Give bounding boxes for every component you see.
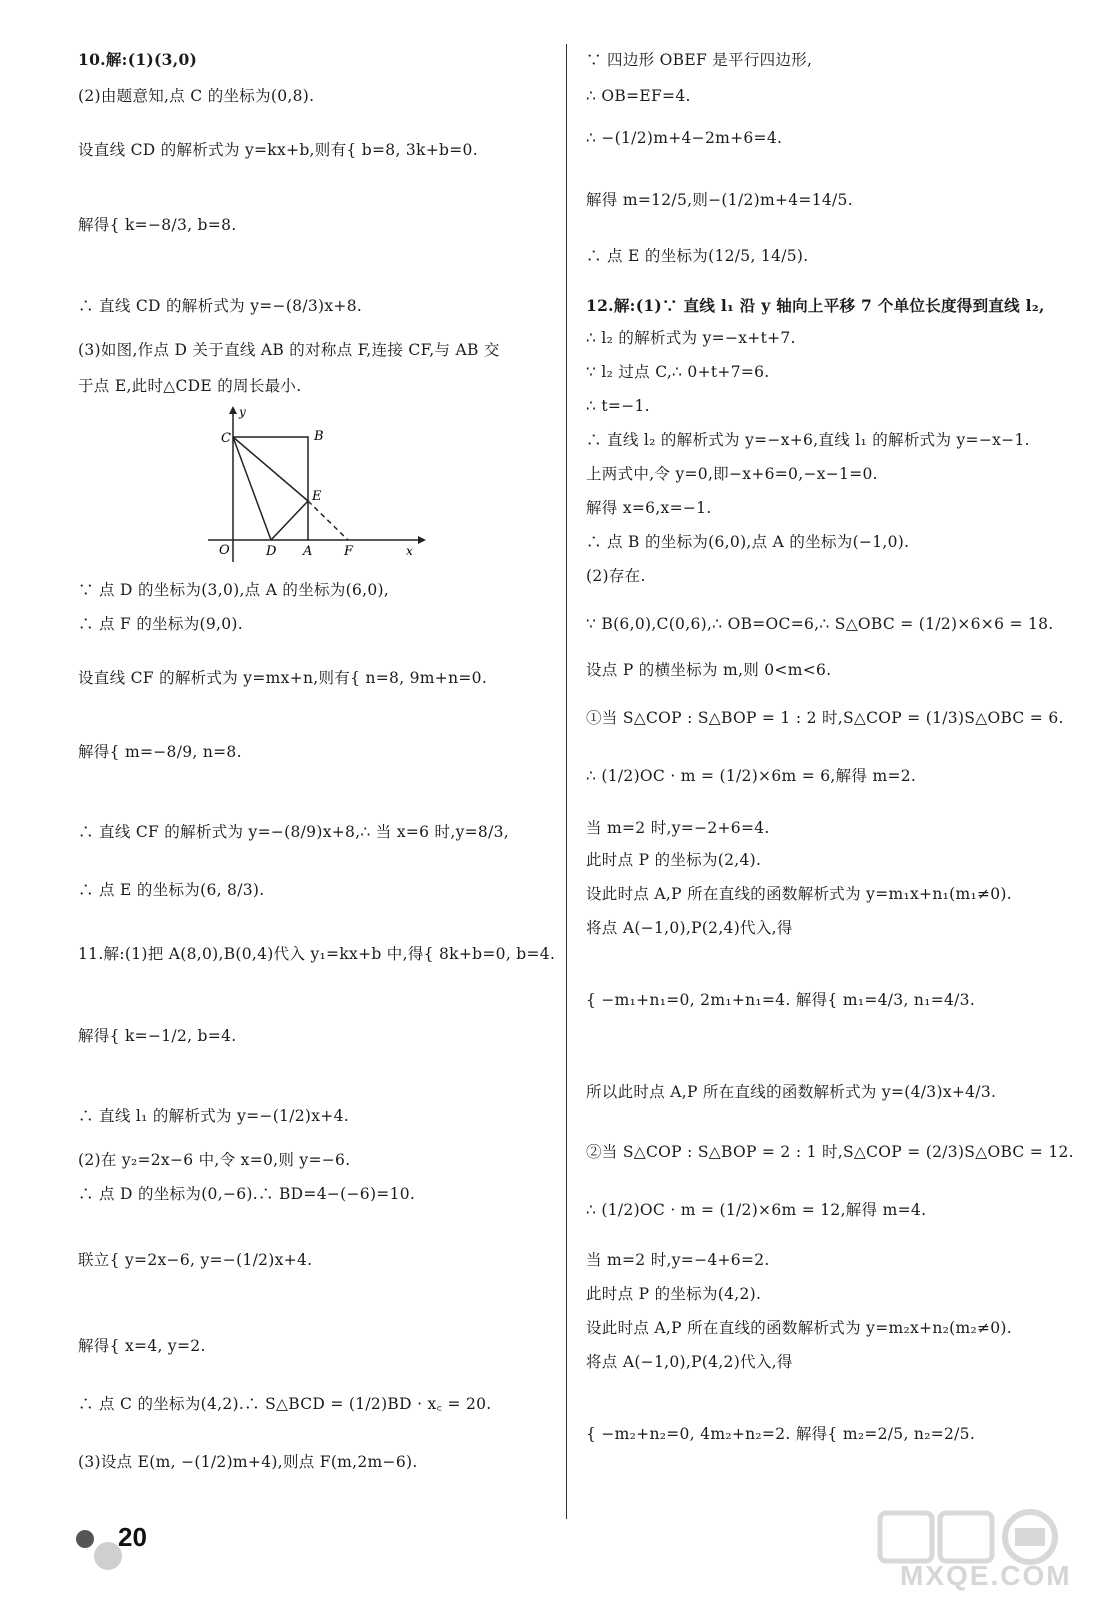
q10-header: 10.解:(1)(3,0): [78, 50, 198, 69]
text-line: ∴ t=−1.: [586, 397, 650, 415]
text-line: 所以此时点 A,P 所在直线的函数解析式为 y=(4/3)x+4/3.: [586, 1083, 997, 1101]
label-a: A: [303, 544, 313, 559]
text-line: ∵ l₂ 过点 C,∴ 0+t+7=6.: [586, 363, 770, 381]
text-line: 联立{ y=2x−6, y=−(1/2)x+4.: [78, 1251, 313, 1269]
text-line: ∴ l₂ 的解析式为 y=−x+t+7.: [586, 329, 796, 347]
text-line: (3)设点 E(m, −(1/2)m+4),则点 F(m,2m−6).: [78, 1453, 418, 1471]
label-e: E: [312, 489, 322, 504]
text-line: 设此时点 A,P 所在直线的函数解析式为 y=m₁x+n₁(m₁≠0).: [586, 885, 1012, 903]
text-line: ∵ 点 D 的坐标为(3,0),点 A 的坐标为(6,0),: [78, 581, 390, 599]
text-line: ①当 S△COP : S△BOP = 1 : 2 时,S△COP = (1/3)S△OBC = 6.: [586, 709, 1064, 727]
label-f: F: [344, 544, 354, 559]
watermark-text: MXQE.COM: [900, 1560, 1072, 1591]
text-line: (2)在 y₂=2x−6 中,令 x=0,则 y=−6.: [78, 1151, 351, 1169]
segment-ef-dashed: [308, 501, 348, 540]
text-line: ∴ (1/2)OC · m = (1/2)×6m = 12,解得 m=4.: [586, 1201, 927, 1219]
y-axis-arrow: [229, 406, 237, 414]
text-line: ∴ −(1/2)m+4−2m+6=4.: [586, 129, 783, 147]
text-line: ∴ 直线 l₂ 的解析式为 y=−x+6,直线 l₁ 的解析式为 y=−x−1.: [586, 431, 1030, 449]
text-line: ∴ 点 E 的坐标为(12/5, 14/5).: [586, 247, 809, 265]
text-line: 当 m=2 时,y=−2+6=4.: [586, 819, 770, 837]
text-line: { −m₂+n₂=0, 4m₂+n₂=2. 解得{ m₂=2/5, n₂=2/5.: [586, 1425, 976, 1443]
text-line: 上两式中,令 y=0,即−x+6=0,−x−1=0.: [586, 465, 878, 483]
text-line: (2)由题意知,点 C 的坐标为(0,8).: [78, 87, 315, 105]
text-line: ∵ B(6,0),C(0,6),∴ OB=OC=6,∴ S△OBC = (1/2)×6×6 = 18.: [586, 615, 1054, 633]
text-line: ∴ 直线 CD 的解析式为 y=−(8/3)x+8.: [78, 297, 363, 315]
text-line: ∵ 四边形 OBEF 是平行四边形,: [586, 51, 813, 69]
right-column: [586, 0, 1086, 1550]
segment-de: [271, 501, 308, 540]
text-line: 解得{ k=−1/2, b=4.: [78, 1027, 237, 1045]
label-b: B: [314, 429, 324, 444]
text-line: ∴ (1/2)OC · m = (1/2)×6m = 6,解得 m=2.: [586, 767, 917, 785]
text-line: 此时点 P 的坐标为(4,2).: [586, 1285, 762, 1303]
text-line: 解得 x=6,x=−1.: [586, 499, 712, 517]
text-line: 此时点 P 的坐标为(2,4).: [586, 851, 762, 869]
text-line: ∴ 点 F 的坐标为(9,0).: [78, 615, 244, 633]
text-line: 设此时点 A,P 所在直线的函数解析式为 y=m₂x+n₂(m₂≠0).: [586, 1319, 1012, 1337]
text-line: ∴ 直线 l₁ 的解析式为 y=−(1/2)x+4.: [78, 1107, 349, 1125]
text-line: ∴ 点 E 的坐标为(6, 8/3).: [78, 881, 265, 899]
text-line: 解得{ k=−8/3, b=8.: [78, 216, 237, 234]
text-line: ∴ 点 D 的坐标为(0,−6).∴ BD=4−(−6)=10.: [78, 1185, 416, 1203]
text-line: 当 m=2 时,y=−4+6=2.: [586, 1251, 770, 1269]
label-c: C: [221, 431, 231, 446]
label-d: D: [266, 544, 277, 559]
q11-header: 11.解:(1)把 A(8,0),B(0,4)代入 y₁=kx+b 中,得{ 8k+b=0, b=4.: [78, 945, 556, 963]
coordinate-figure: [193, 402, 433, 562]
q12-header: 12.解:(1)∵ 直线 l₁ 沿 y 轴向上平移 7 个单位长度得到直线 l₂,: [586, 296, 1045, 315]
text-line: ∴ OB=EF=4.: [586, 87, 691, 105]
x-axis-arrow: [418, 536, 426, 544]
left-column: [78, 0, 578, 1550]
label-o: O: [219, 543, 230, 558]
text-line: { −m₁+n₁=0, 2m₁+n₁=4. 解得{ m₁=4/3, n₁=4/3.: [586, 991, 976, 1009]
label-y: y: [239, 405, 246, 419]
text-line: ∴ 直线 CF 的解析式为 y=−(8/9)x+8,∴ 当 x=6 时,y=8/3,: [78, 823, 509, 841]
text-line: 于点 E,此时△CDE 的周长最小.: [78, 377, 302, 395]
label-x: x: [406, 544, 413, 558]
text-line: 解得{ m=−8/9, n=8.: [78, 743, 242, 761]
text-line: 设直线 CD 的解析式为 y=kx+b,则有{ b=8, 3k+b=0.: [78, 141, 478, 159]
text-line: 解得{ x=4, y=2.: [78, 1337, 206, 1355]
text-line: ∴ 点 B 的坐标为(6,0),点 A 的坐标为(−1,0).: [586, 533, 910, 551]
page-number: 20: [118, 1522, 147, 1552]
rectangle-sides: [233, 437, 308, 540]
text-line: 将点 A(−1,0),P(2,4)代入,得: [586, 919, 793, 937]
text-line: 解得 m=12/5,则−(1/2)m+4=14/5.: [586, 191, 853, 209]
text-line: 设直线 CF 的解析式为 y=mx+n,则有{ n=8, 9m+n=0.: [78, 669, 488, 687]
text-line: ∴ 点 C 的坐标为(4,2).∴ S△BCD = (1/2)BD · x꜀ = 20.: [78, 1395, 492, 1413]
text-line: 将点 A(−1,0),P(4,2)代入,得: [586, 1353, 793, 1371]
text-line: ②当 S△COP : S△BOP = 2 : 1 时,S△COP = (2/3)S△OBC = 12.: [586, 1143, 1074, 1161]
text-line: (2)存在.: [586, 567, 646, 585]
text-line: (3)如图,作点 D 关于直线 AB 的对称点 F,连接 CF,与 AB 交: [78, 341, 500, 359]
page-decoration-dot: [76, 1530, 94, 1548]
text-line: 设点 P 的横坐标为 m,则 0<m<6.: [586, 661, 832, 679]
